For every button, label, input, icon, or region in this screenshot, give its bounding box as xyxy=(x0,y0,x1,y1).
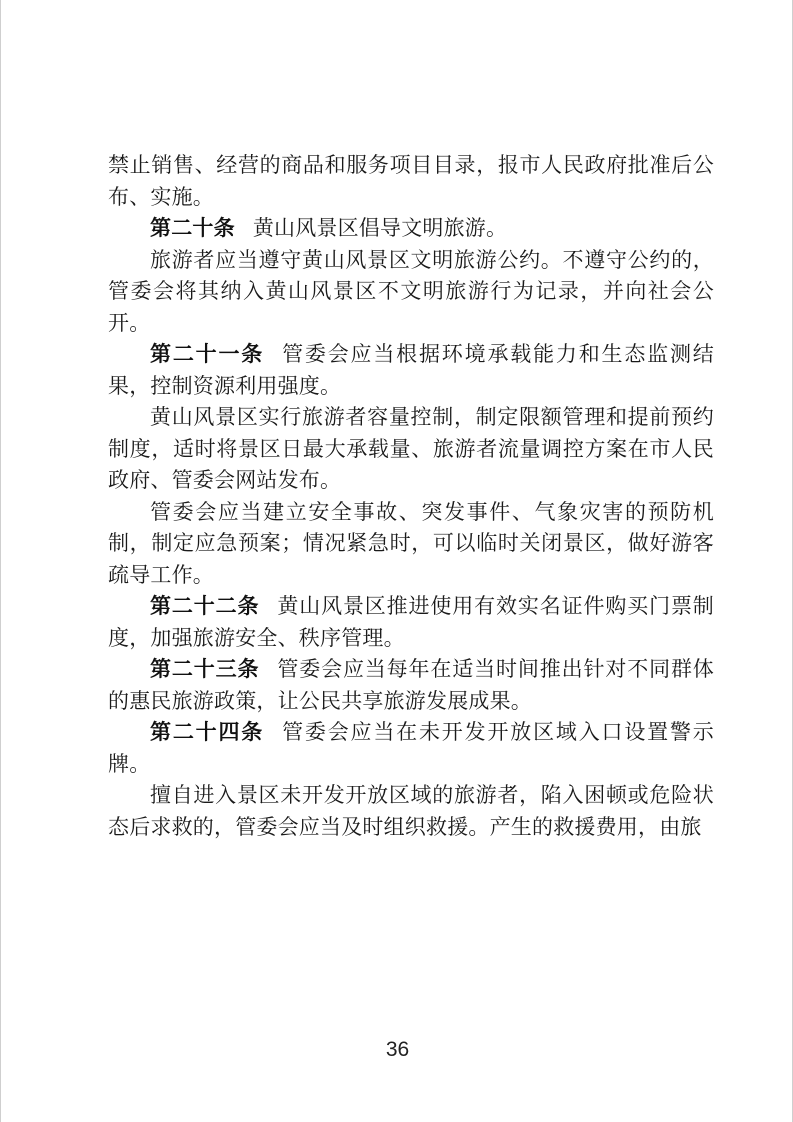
body-text xyxy=(108,150,714,843)
paragraph-text: 管委会应当根据环境承载能力和生态监测结果，控制资源利用强度。 xyxy=(108,342,714,398)
article-heading: 第二十条 xyxy=(150,216,235,240)
paragraph-7 xyxy=(108,591,714,654)
paragraph-text: 管委会应当每年在适当时间推出针对不同群体的惠民旅游政策，让公民共享旅游发展成果。 xyxy=(108,657,715,713)
paragraph-text: 黄山风景区实行旅游者容量控制，制定限额管理和提前预约制度，适时将景区日最大承载量、旅游者流量调控方案在市人民政府、管委会网站发布。 xyxy=(108,405,714,492)
paragraph-text: 黄山风景区倡导文明旅游。 xyxy=(252,216,508,240)
paragraph-text: 擅自进入景区未开发开放区域的旅游者，陷入困顿或危险状态后求救的，管委会应当及时组织救援。产生的救援费用，由旅 xyxy=(108,783,714,839)
paragraph-text: 管委会应当在未开发开放区域入口设置警示牌。 xyxy=(108,720,714,776)
paragraph-3 xyxy=(108,245,714,340)
article-heading: 第二十四条 xyxy=(150,720,265,744)
paragraph-9 xyxy=(108,717,714,780)
article-heading: 第二十一条 xyxy=(150,342,265,366)
article-heading: 第二十二条 xyxy=(150,594,260,618)
page-number: 36 xyxy=(385,1038,410,1061)
paragraph-4 xyxy=(108,339,714,402)
paragraph-10 xyxy=(108,780,714,843)
paragraph-text: 禁止销售、经营的商品和服务项目目录，报市人民政府批准后公布、实施。 xyxy=(108,153,714,209)
paragraph-1 xyxy=(108,150,714,213)
paragraph-text: 管委会应当建立安全事故、突发事件、气象灾害的预防机制，制定应急预案；情况紧急时，可以临时关闭景区，做好游客疏导工作。 xyxy=(108,499,714,587)
paragraph-8 xyxy=(108,654,714,717)
paragraph-5 xyxy=(108,402,714,497)
paragraph-2 xyxy=(108,213,714,245)
article-heading: 第二十三条 xyxy=(150,657,260,681)
paragraph-6 xyxy=(108,497,714,592)
paragraph-text: 旅游者应当遵守黄山风景区文明旅游公约。不遵守公约的，管委会将其纳入黄山风景区不文明旅游行为记录，并向社会公开。 xyxy=(108,247,714,335)
paragraph-text: 黄山风景区推进使用有效实名证件购买门票制度，加强旅游安全、秩序管理。 xyxy=(108,594,715,650)
